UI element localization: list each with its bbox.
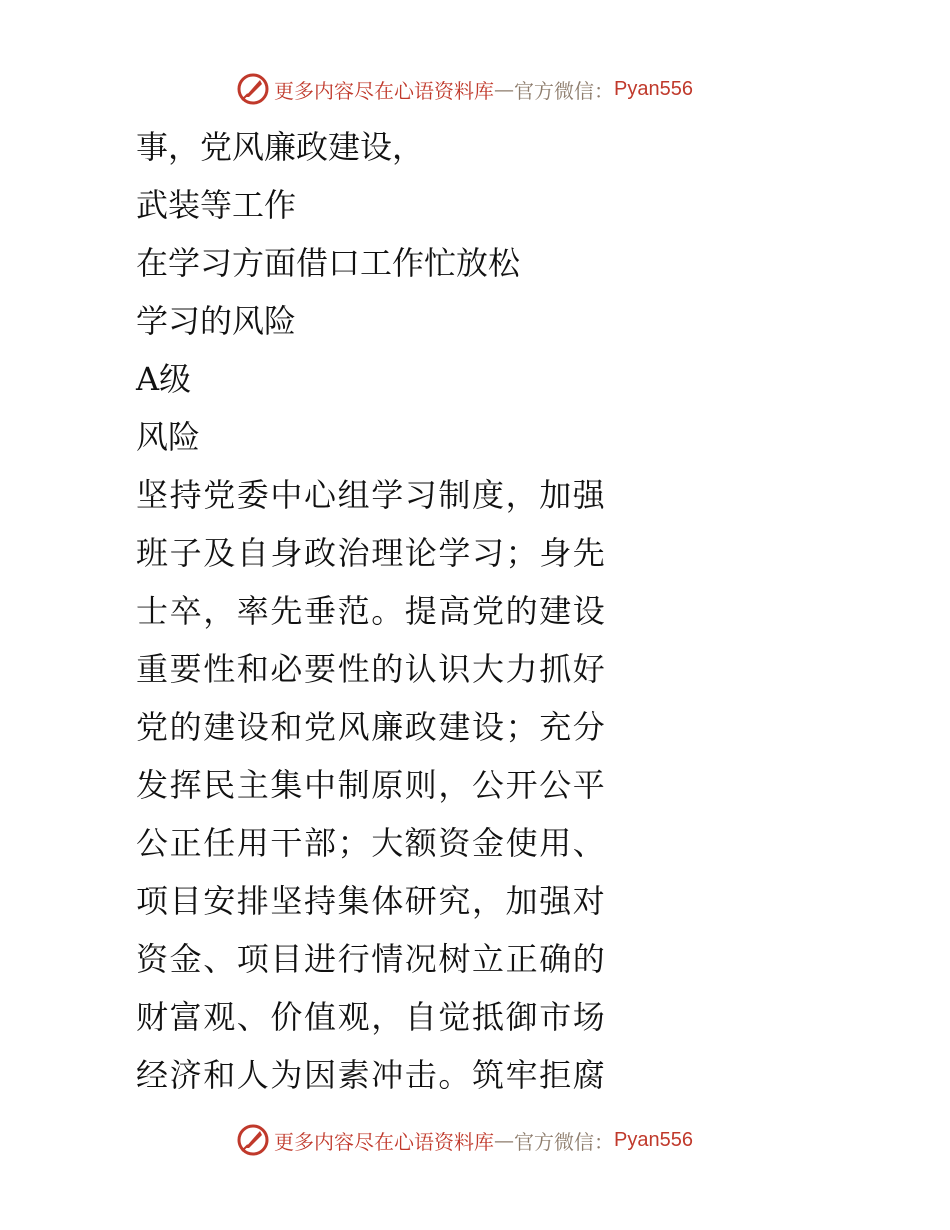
feather-logo-icon — [236, 1123, 270, 1157]
watermark-label: 官方微信： — [514, 78, 614, 103]
footer-watermark — [236, 1123, 693, 1157]
text-line: 武装等工作 — [136, 186, 297, 224]
text-line: 发挥民主集中制原则，公开公平 — [136, 766, 607, 804]
text-line: 财富观、价值观，自觉抵御市场 — [136, 998, 607, 1036]
text-line: 风险 — [136, 418, 201, 456]
text-line: 班子及自身政治理论学习；身先 — [136, 534, 607, 572]
text-line: 坚持党委中心组学习制度，加强 — [136, 476, 607, 514]
text-line: 在学习方面借口工作忙放松 — [136, 244, 521, 282]
watermark-separator: — — [494, 1128, 514, 1152]
text-line: 事，党风廉政建设， — [136, 128, 425, 166]
watermark-separator: — — [494, 77, 514, 101]
text-line: 重要性和必要性的认识大力抓好 — [136, 650, 607, 688]
text-line: 士卒，率先垂范。提高党的建设 — [136, 592, 607, 630]
text-line: A级 — [136, 360, 192, 398]
text-line: 经济和人为因素冲击。筑牢拒腐 — [136, 1056, 607, 1094]
watermark-id: Pyan556 — [614, 1128, 693, 1151]
document-body — [136, 118, 626, 1104]
header-watermark — [236, 72, 693, 106]
watermark-id: Pyan556 — [614, 77, 693, 100]
text-line: 项目安排坚持集体研究，加强对 — [136, 882, 607, 920]
text-line: 学习的风险 — [136, 302, 297, 340]
watermark-text: 更多内容尽在心语资料库 — [274, 1129, 494, 1154]
text-line: 资金、项目进行情况树立正确的 — [136, 940, 607, 978]
watermark-text: 更多内容尽在心语资料库 — [274, 78, 494, 103]
feather-logo-icon — [236, 72, 270, 106]
text-line: 公正任用干部；大额资金使用、 — [136, 824, 607, 862]
text-line: 党的建设和党风廉政建设；充分 — [136, 708, 607, 746]
watermark-label: 官方微信： — [514, 1129, 614, 1154]
